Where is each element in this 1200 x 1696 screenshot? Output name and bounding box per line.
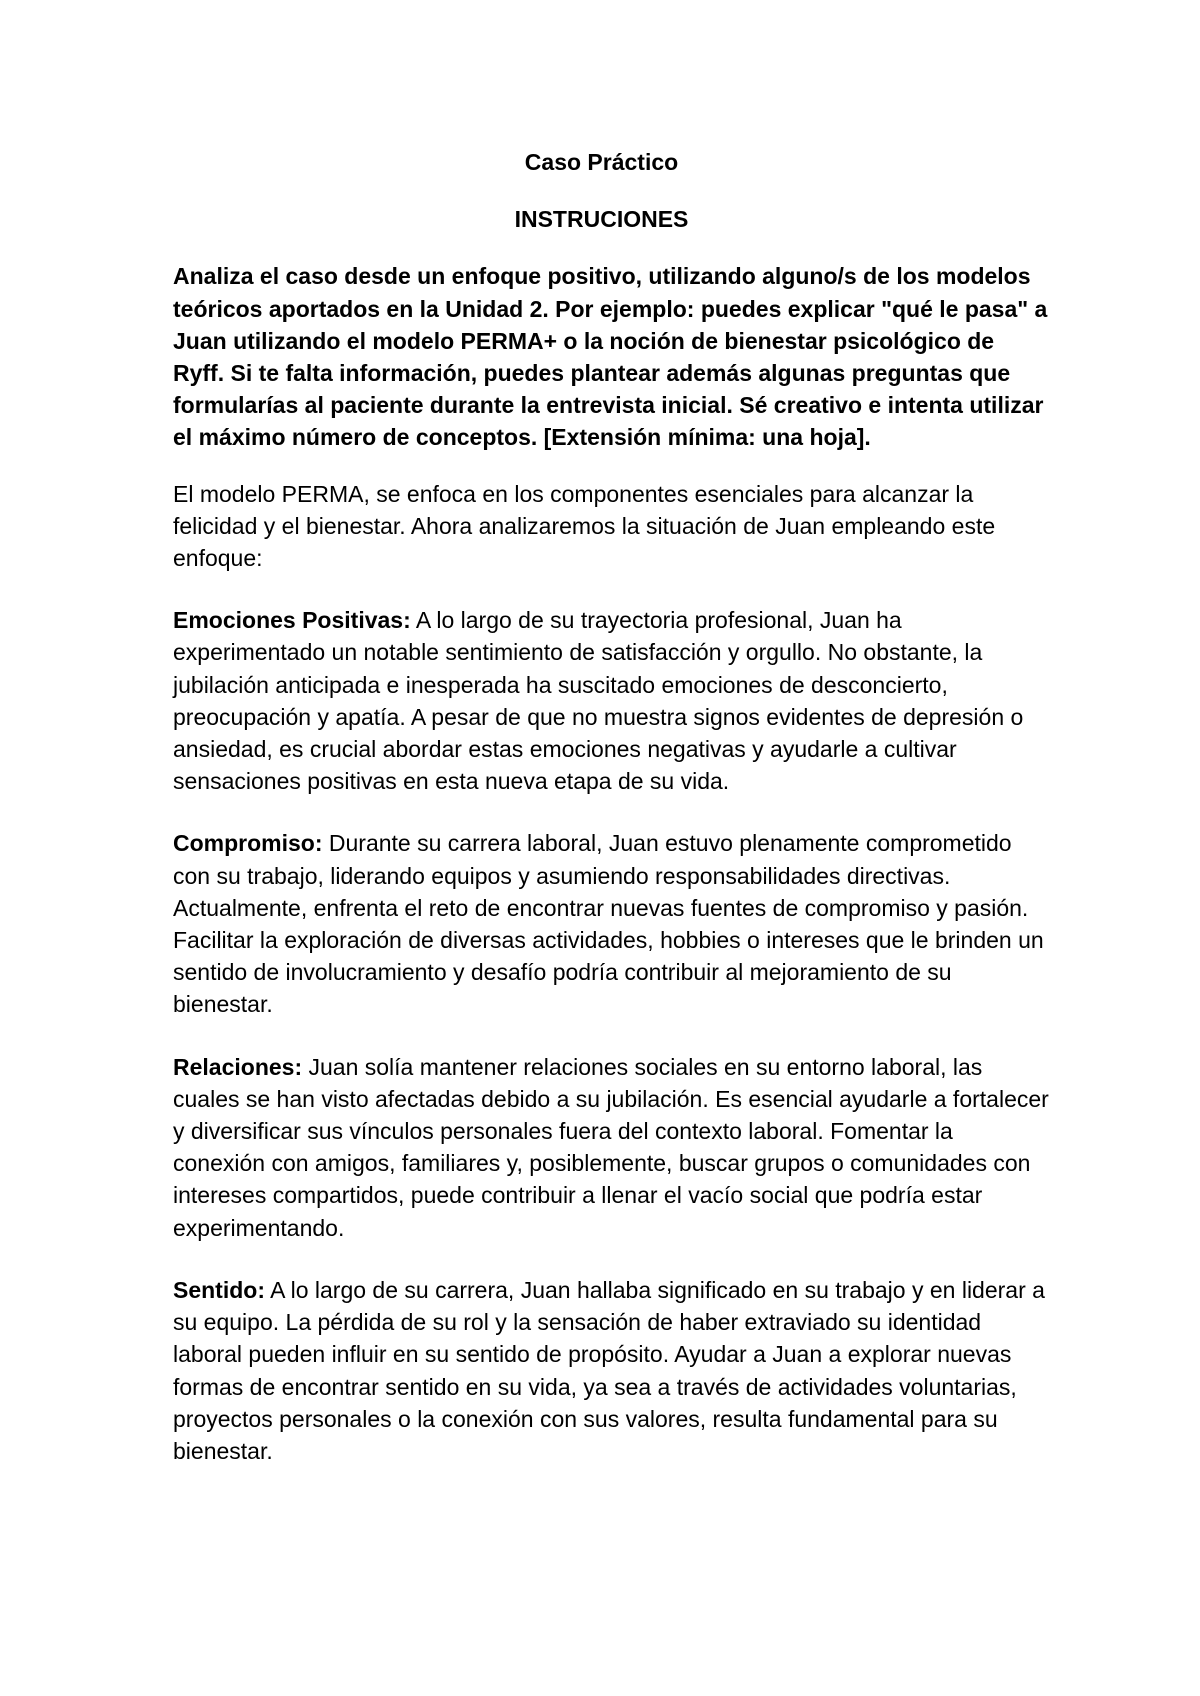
section-paragraph-engagement bbox=[173, 827, 1050, 1020]
section-paragraph-meaning bbox=[173, 1274, 1050, 1467]
document-subtitle: INSTRUCIONES bbox=[514, 206, 689, 233]
section-heading: Emociones Positivas: bbox=[173, 607, 411, 634]
document-title: Caso Práctico bbox=[524, 149, 679, 175]
section-text: A lo largo de su carrera, Juan hallaba significado en su trabajo y en liderar a su equipo. La pérdida de su rol y la sensación de haber extraviado su identidad laboral pueden influir en su sentido de propósito. Ayudar a Juan a explorar nuevas formas de encontrar sentido en su vida, ya sea a través de actividades voluntarias, proyectos personales o la conexión con sus valores, resulta fundamental para su bienestar. bbox=[173, 1276, 1045, 1464]
section-text: Juan solía mantener relaciones sociales en su entorno laboral, las cuales se han visto afectadas debido a su jubilación. Es esencial ayudarle a fortalecer y diversificar sus vínculos personales fuera del contexto laboral. Fomentar la conexión con amigos, familiares y, posiblemente, buscar grupos o comunidades con intereses compartidos, puede contribuir a llenar el vacío social que podría estar experimentando. bbox=[173, 1053, 1049, 1241]
section-paragraph-positive-emotions bbox=[173, 604, 1050, 797]
instructions-paragraph: Analiza el caso desde un enfoque positivo, utilizando alguno/s de los modelos teóricos aportados en la Unidad 2. Por ejemplo: puedes explicar "qué le pasa" a Juan utilizando el modelo PERMA+ o la noción de bienestar psicológico de Ryff. Si te falta información, puedes plantear además algunas preguntas que formularías al paciente durante la entrevista inicial. Sé creativo e intenta utilizar el máximo número de conceptos. [Extensión mínima: una hoja]. bbox=[173, 263, 1048, 451]
intro-paragraph: El modelo PERMA, se enfoca en los componentes esenciales para alcanzar la felicidad y el bienestar. Ahora analizaremos la situación de Juan empleando este enfoque: bbox=[173, 480, 996, 572]
section-heading: Compromiso: bbox=[173, 830, 323, 857]
section-text: Durante su carrera laboral, Juan estuvo plenamente comprometido con su trabajo, liderando equipos y asumiendo responsabilidades directivas. Actualmente, enfrenta el reto de encontrar nuevas fuentes de compromiso y pasión. Facilitar la exploración de diversas actividades, hobbies o intereses que le brinden un sentido de involucramiento y desafío podría contribuir al mejoramiento de su bienestar. bbox=[173, 830, 1044, 1018]
section-paragraph-relationships bbox=[173, 1051, 1050, 1244]
section-heading: Relaciones: bbox=[173, 1053, 303, 1080]
section-text: A lo largo de su trayectoria profesional, Juan ha experimentado un notable sentimiento de satisfacción y orgullo. No obstante, la jubilación anticipada e inesperada ha suscitado emociones de desconcierto, preocupación y apatía. A pesar de que no muestra signos evidentes de depresión o ansiedad, es crucial abordar estas emociones negativas y ayudarle a cultivar sensaciones positivas en esta nueva etapa de su vida. bbox=[173, 607, 1024, 795]
section-heading: Sentido: bbox=[173, 1276, 265, 1303]
